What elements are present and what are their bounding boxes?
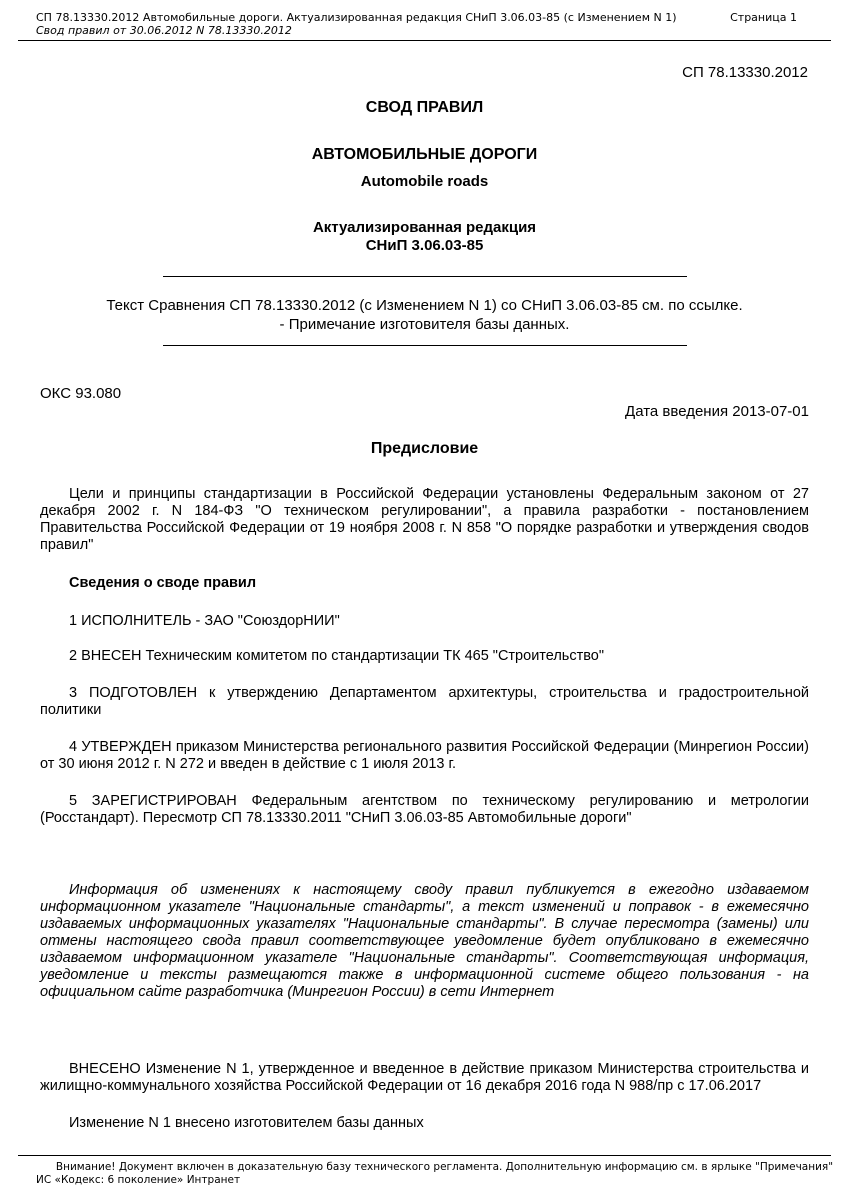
item-5	[40, 793, 809, 827]
item-2	[40, 648, 809, 665]
amendment-note	[40, 1115, 809, 1132]
item-4	[40, 739, 809, 773]
amendment-text: ВНЕСЕНО Изменение N 1, утвержденное и введенное в действие приказом Министерства строительства и жилищно-коммунального хозяйства Российской Федерации от 16 декабря 2016 года N 988/пр с 17.06.2017	[40, 1061, 809, 1094]
document-name-en: Automobile roads	[360, 173, 489, 190]
oks-code: ОКС 93.080	[40, 385, 122, 402]
footer-notice: Внимание! Документ включен в доказательную базу технического регламента. Дополнительную информацию см. в ярлыке "Примечания"	[55, 1161, 834, 1173]
edition-line-1: Актуализированная редакция	[312, 219, 537, 236]
preface-paragraph	[40, 486, 809, 554]
document-name-ru: АВТОМОБИЛЬНЫЕ ДОРОГИ	[311, 146, 538, 163]
footer-system-name: ИС «Кодекс: 6 поколение» Интранет	[36, 1174, 241, 1186]
item-2-text: 2 ВНЕСЕН Техническим комитетом по стандартизации ТК 465 "Строительство"	[69, 648, 605, 664]
amendment-note-text: Изменение N 1 внесено изготовителем базы данных	[69, 1115, 424, 1131]
document-type-heading: СВОД ПРАВИЛ	[365, 99, 484, 116]
preface-heading: Предисловие	[370, 440, 479, 457]
edition-line-2: СНиП 3.06.03-85	[365, 237, 484, 254]
info-heading: Сведения о своде правил	[69, 575, 257, 591]
document-code: СП 78.13330.2012	[682, 64, 808, 81]
introduction-date: Дата введения 2013-07-01	[625, 403, 809, 420]
header-divider	[18, 40, 831, 41]
changes-info-paragraph	[40, 882, 809, 1001]
divider-top	[163, 276, 687, 277]
header-document-title: СП 78.13330.2012 Автомобильные дороги. Актуализированная редакция СНиП 3.06.03-85 (с Изменением N 1)	[36, 11, 677, 24]
item-5-text: 5 ЗАРЕГИСТРИРОВАН Федеральным агентством по техническому регулированию и метрологии (Росстандарт). Пересмотр СП 78.13330.2011 "СНиП 3.06.03-85 Автомобильные дороги"	[40, 793, 809, 826]
footer-divider	[18, 1155, 831, 1156]
item-3	[40, 685, 809, 719]
amendment-paragraph	[40, 1061, 809, 1095]
header-subtitle: Свод правил от 30.06.2012 N 78.13330.2012	[36, 24, 292, 37]
item-1	[40, 613, 809, 630]
divider-bottom	[163, 345, 687, 346]
page-number: Страница 1	[730, 11, 797, 24]
item-4-text: 4 УТВЕРЖДЕН приказом Министерства регионального развития Российской Федерации (Минрегион России) от 30 июня 2012 г. N 272 и введен в действие с 1 июля 2013 г.	[40, 739, 809, 772]
changes-info-text: Информация об изменениях к настоящему своду правил публикуется в ежегодно издаваемом информационном указателе "Национальные стандарты", а текст изменений и поправок - в ежемесячно издаваемых информационных указателях "Национальные стандарты". В случае пересмотра (замены) или отмены настоящего свода правил соответствующее уведомление будет опубликовано в ежемесячно издаваемом информационном указателе "Национальные стандарты". Соответствующая информация, уведомление и тексты размещаются также в информационной системе общего пользования - на официальном сайте разработчика (Минрегион России) в сети Интернет	[40, 882, 809, 1000]
item-1-text: 1 ИСПОЛНИТЕЛЬ - ЗАО "СоюздорНИИ"	[69, 613, 340, 629]
preface-text: Цели и принципы стандартизации в Российской Федерации установлены Федеральным законом от 27 декабря 2002 г. N 184-ФЗ "О техническом регулировании", а правила разработки - постановлением Правительства Российской Федерации от 19 ноября 2008 г. N 858 "О порядке разработки и утверждения сводов правил"	[40, 486, 809, 553]
manufacturer-note: - Примечание изготовителя базы данных.	[279, 316, 570, 333]
comparison-note-link[interactable]: Текст Сравнения СП 78.13330.2012 (с Изменением N 1) со СНиП 3.06.03-85 см. по ссылке.	[106, 297, 743, 314]
info-heading-block	[40, 575, 809, 592]
item-3-text: 3 ПОДГОТОВЛЕН к утверждению Департаментом архитектуры, строительства и градостроительной политики	[40, 685, 809, 718]
